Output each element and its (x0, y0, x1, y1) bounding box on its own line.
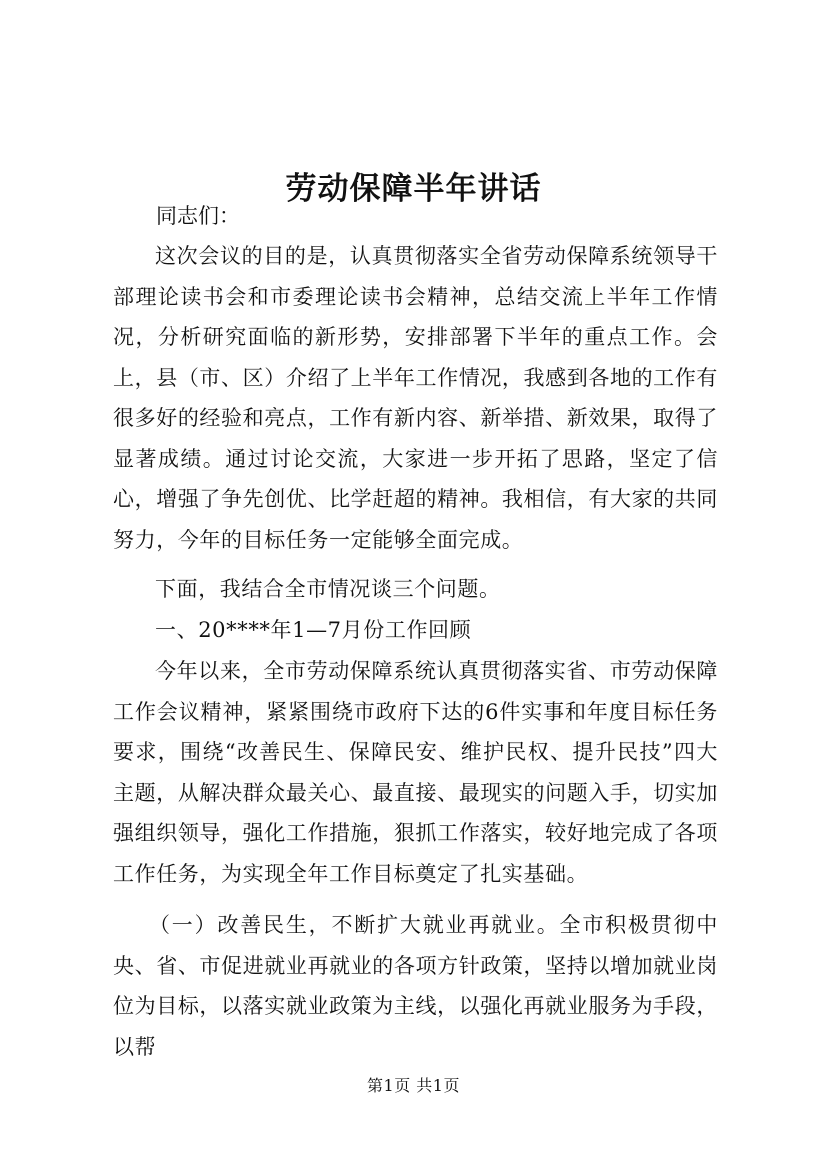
paragraph-review: 今年以来，全市劳动保障系统认真贯彻落实省、市劳动保障工作会议精神，紧紧围绕市政府下达的6件实事和年度目标任务要求，围绕“改善民生、保障民安、维护民权、提升民技”四大主题，从解决群众最关心、最直接、最现实的问题入手，切实加强组织领导，强化工作措施，狠抓工作落实，较好地完成了各项工作任务，为实现全年工作目标奠定了扎实基础。 (113, 659, 718, 886)
paragraph-intro: 下面，我结合全市情况谈三个问题。 (155, 577, 501, 601)
page-footer: 第1页 共1页 (367, 1076, 460, 1095)
section-heading-review: 一、20****年1—7月份工作回顾 (155, 618, 472, 642)
paragraph-meeting-purpose: 这次会议的目的是，认真贯彻落实全省劳动保障系统领导干部理论读书会和市委理论读书会精神，总结交流上半年工作情况，分析研究面临的新形势，安排部署下半年的重点工作。会上，县（市、区）介绍了上半年工作情况，我感到各地的工作有很多好的经验和亮点，工作有新内容、新举措、新效果，取得了显著成绩。通过讨论交流，大家进一步开拓了思路，坚定了信心，增强了争先创优、比学赶超的精神。我相信，有大家的共同努力，今年的目标任务一定能够全面完成。 (113, 244, 718, 552)
document-title: 劳动保障半年讲话 (285, 170, 542, 207)
paragraph-employment: （一）改善民生，不断扩大就业再就业。全市积极贯彻中央、省、市促进就业再就业的各项方针政策，坚持以增加就业岗位为目标，以落实就业政策为主线，以强化再就业服务为手段，以帮 (113, 913, 718, 1059)
salutation: 同志们： (156, 204, 240, 228)
